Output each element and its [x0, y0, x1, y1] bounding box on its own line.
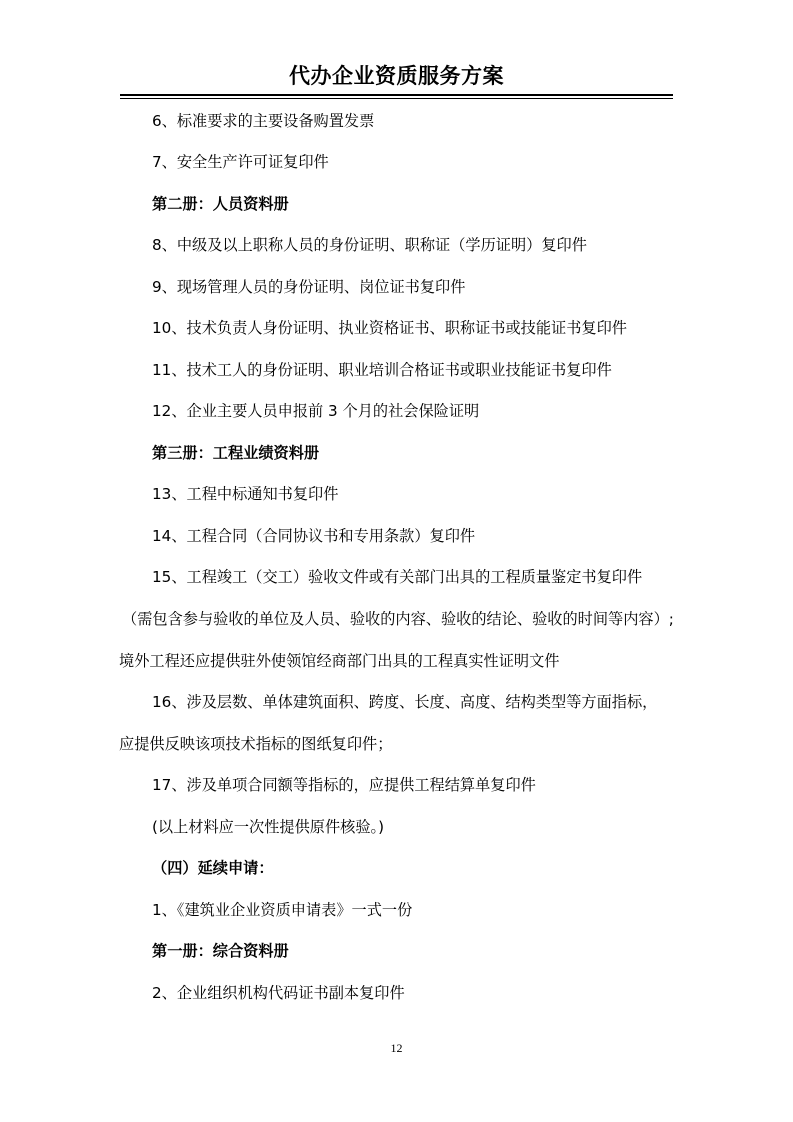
note-originals: (以上材料应一次性提供原件核验。): [152, 818, 385, 836]
list-item-2: 2、企业组织机构代码证书副本复印件: [152, 984, 405, 1002]
list-item-14: 14、工程合同（合同协议书和专用条款）复印件: [152, 527, 476, 545]
list-item-13: 13、工程中标通知书复印件: [152, 485, 339, 503]
section-heading-general: 第一册：综合资料册: [152, 942, 289, 960]
list-item-12: 12、企业主要人员申报前 3 个月的社会保险证明: [152, 402, 480, 420]
list-item-10: 10、技术负责人身份证明、执业资格证书、职称证书或技能证书复印件: [152, 319, 627, 337]
list-item-8: 8、中级及以上职称人员的身份证明、职称证（学历证明）复印件: [152, 236, 587, 254]
page-title: 代办企业资质服务方案: [289, 64, 504, 88]
list-item-15-continuation-2: 境外工程还应提供驻外使领馆经商部门出具的工程真实性证明文件: [119, 652, 560, 670]
section-heading-renewal: （四）延续申请：: [152, 859, 274, 877]
page-number: 12: [390, 1041, 403, 1055]
list-item-1: 1、《建筑业企业资质申请表》一式一份: [152, 901, 413, 919]
list-item-15-continuation: （需包含参与验收的单位及人员、验收的内容、验收的结论、验收的时间等内容）;: [122, 610, 674, 628]
list-item-16-continuation: 应提供反映该项技术指标的图纸复印件；: [119, 735, 393, 753]
list-item-16: 16、涉及层数、单体建筑面积、跨度、长度、高度、结构类型等方面指标，: [152, 693, 658, 711]
section-heading-personnel: 第二册：人员资料册: [152, 195, 289, 213]
list-item-7: 7、安全生产许可证复印件: [152, 153, 329, 171]
header-rule-thin: [120, 98, 673, 99]
section-heading-performance: 第三册：工程业绩资料册: [152, 444, 320, 462]
list-item-17: 17、涉及单项合同额等指标的，应提供工程结算单复印件: [152, 776, 536, 794]
list-item-6: 6、标准要求的主要设备购置发票: [152, 112, 375, 130]
list-item-15: 15、工程竣工（交工）验收文件或有关部门出具的工程质量鉴定书复印件: [152, 568, 643, 586]
list-item-11: 11、技术工人的身份证明、职业培训合格证书或职业技能证书复印件: [152, 361, 612, 379]
header-rule-thick: [120, 94, 673, 96]
list-item-9: 9、现场管理人员的身份证明、岗位证书复印件: [152, 278, 466, 296]
